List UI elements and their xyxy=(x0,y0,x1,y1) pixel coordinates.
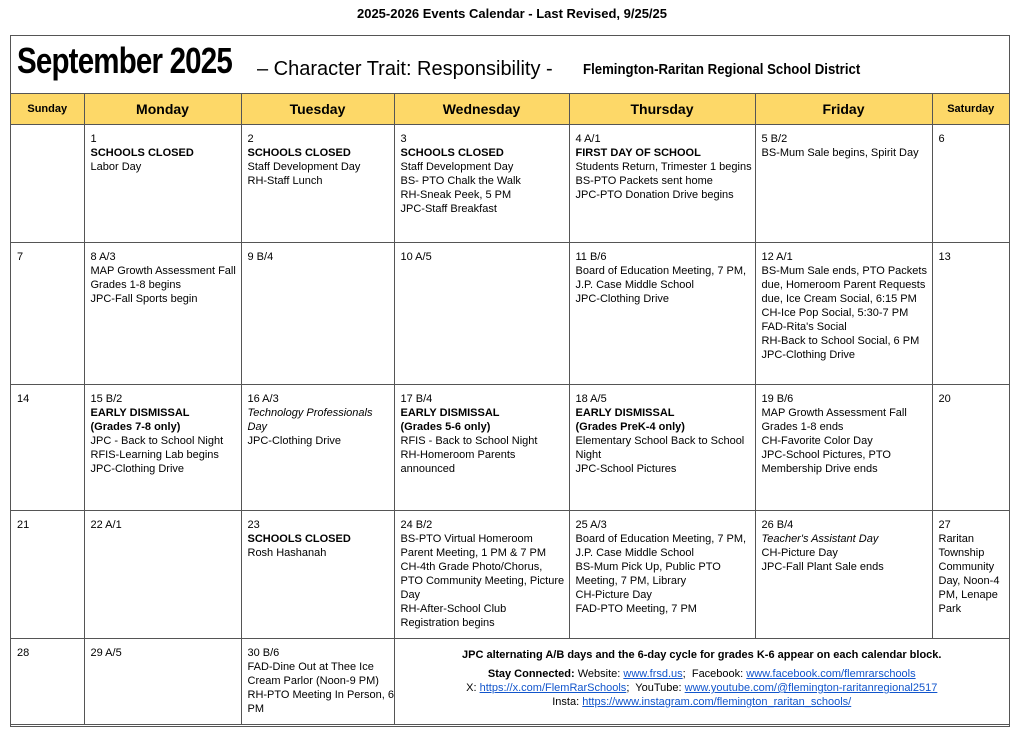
event-line: due, Homeroom Parent Requests xyxy=(761,279,926,291)
day-number: 24 B/2 xyxy=(400,519,433,531)
day-number: 10 A/5 xyxy=(400,251,432,263)
calendar-grid xyxy=(11,94,1009,725)
facebook-label: Facebook: xyxy=(691,668,744,680)
event-line: JPC-School Pictures xyxy=(575,463,677,475)
day-cell xyxy=(84,385,241,511)
day-cell xyxy=(84,639,241,725)
day-cell xyxy=(755,385,932,511)
district-name: Flemington-Raritan Regional School District xyxy=(583,61,861,78)
day-number: 2 xyxy=(247,133,254,145)
event-line: Elementary School Back to School xyxy=(575,435,745,447)
day-cell xyxy=(394,243,569,385)
event-line: EARLY DISMISSAL xyxy=(90,407,190,419)
day-cell xyxy=(11,243,84,385)
day-cell xyxy=(84,511,241,639)
week-row xyxy=(11,385,1009,511)
event-line: J.P. Case Middle School xyxy=(575,279,694,291)
day-cell xyxy=(569,511,755,639)
event-line: Grades 1-8 ends xyxy=(761,421,844,433)
day-cell xyxy=(569,243,755,385)
event-line: CH-Favorite Color Day xyxy=(761,435,873,447)
event-line: Day xyxy=(400,589,421,601)
day-number: 14 xyxy=(17,393,30,405)
day-number: 25 A/3 xyxy=(575,519,607,531)
event-line: Meeting, 7 PM, Library xyxy=(575,575,687,587)
page-title: 2025-2026 Events Calendar - Last Revised, 9/25/25 xyxy=(356,6,667,21)
event-line: announced xyxy=(400,463,455,475)
event-line: Board of Education Meeting, 7 PM, xyxy=(575,265,747,277)
week-row xyxy=(11,243,1009,385)
month-title: September 2025 xyxy=(17,40,232,81)
day-number: 27 xyxy=(938,519,951,531)
event-line: J.P. Case Middle School xyxy=(575,547,694,559)
event-line: CH-Picture Day xyxy=(761,547,838,559)
day-cell xyxy=(241,511,394,639)
calendar-frame xyxy=(10,35,1010,727)
event-line: Students Return, Trimester 1 begins xyxy=(575,161,752,173)
day-cell xyxy=(755,511,932,639)
event-line: FAD-PTO Meeting, 7 PM xyxy=(575,603,697,615)
event-line: Cream Parlor (Noon-9 PM) xyxy=(247,675,379,687)
event-line: EARLY DISMISSAL xyxy=(400,407,500,419)
event-line: Raritan xyxy=(938,533,974,545)
day-cell xyxy=(569,125,755,243)
day-cell xyxy=(11,125,84,243)
week-row xyxy=(11,125,1009,243)
event-line: JPC-Staff Breakfast xyxy=(400,203,497,215)
event-line: Technology Professionals xyxy=(247,407,373,419)
weekday-header-monday: Monday xyxy=(84,94,241,125)
event-line: Membership Drive ends xyxy=(761,463,878,475)
day-number: 26 B/4 xyxy=(761,519,794,531)
day-cell xyxy=(241,243,394,385)
event-line: FAD-Dine Out at Thee Ice xyxy=(247,661,374,673)
day-number: 20 xyxy=(938,393,951,405)
day-cell xyxy=(932,385,1009,511)
day-cell xyxy=(755,243,932,385)
day-cell xyxy=(84,243,241,385)
day-number: 8 A/3 xyxy=(90,251,116,263)
event-line: JPC - Back to School Night xyxy=(90,435,224,447)
event-line: CH-Picture Day xyxy=(575,589,652,601)
event-line: Labor Day xyxy=(90,161,142,173)
insta-label: Insta: xyxy=(552,696,580,708)
day-number: 30 B/6 xyxy=(247,647,280,659)
cycle-note: JPC alternating A/B days and the 6-day cycle for grades K-6 appear on each calendar block. xyxy=(462,649,942,661)
weekday-header-saturday: Saturday xyxy=(932,94,1009,125)
event-line: SCHOOLS CLOSED xyxy=(90,147,194,159)
event-line: MAP Growth Assessment Fall xyxy=(90,265,236,277)
event-line: BS-PTO Packets sent home xyxy=(575,175,713,187)
day-cell xyxy=(932,125,1009,243)
day-number: 5 B/2 xyxy=(761,133,788,145)
event-line: RH-Staff Lunch xyxy=(247,175,323,187)
event-line: Night xyxy=(575,449,602,461)
character-trait: – Character Trait: Responsibility - xyxy=(257,58,553,80)
calendar-header xyxy=(11,36,1009,94)
event-line: due, Ice Cream Social, 6:15 PM xyxy=(761,293,917,305)
event-line: RH-Homeroom Parents xyxy=(400,449,516,461)
event-line: FAD-Rita's Social xyxy=(761,321,847,333)
event-line: JPC-Clothing Drive xyxy=(90,463,185,475)
event-line: RH-After-School Club xyxy=(400,603,507,615)
day-number: 4 A/1 xyxy=(575,133,601,145)
day-number: 3 xyxy=(400,133,407,145)
website-label: Website: xyxy=(577,668,621,680)
footer-note xyxy=(394,639,1009,725)
day-number: 13 xyxy=(938,251,951,263)
day-cell xyxy=(932,243,1009,385)
event-line: RFIS - Back to School Night xyxy=(400,435,538,447)
event-line: Teacher's Assistant Day xyxy=(761,533,879,545)
event-line: Board of Education Meeting, 7 PM, xyxy=(575,533,747,545)
weekday-header-thursday: Thursday xyxy=(569,94,755,125)
day-cell xyxy=(394,125,569,243)
day-cell xyxy=(394,385,569,511)
event-line: JPC-Clothing Drive xyxy=(761,349,856,361)
event-line: BS-PTO Virtual Homeroom xyxy=(400,533,533,545)
weekday-header-row xyxy=(11,94,1009,125)
event-line: BS-Mum Pick Up, Public PTO xyxy=(575,561,721,573)
day-cell xyxy=(11,511,84,639)
day-cell xyxy=(394,511,569,639)
day-number: 12 A/1 xyxy=(761,251,793,263)
event-line: CH-Ice Pop Social, 5:30-7 PM xyxy=(761,307,909,319)
event-line: SCHOOLS CLOSED xyxy=(247,533,351,545)
weekday-header-sunday: Sunday xyxy=(11,94,84,125)
event-line: SCHOOLS CLOSED xyxy=(400,147,504,159)
instagram-link[interactable]: https://www.instagram.com/flemington_raritan_schools/ xyxy=(582,696,852,708)
day-number: 16 A/3 xyxy=(247,393,279,405)
social-line-1: Stay Connected: Website: www.frsd.us; Facebook: www.facebook.com/flemrarschools xyxy=(487,668,916,680)
event-line: PM, Lenape xyxy=(938,589,998,601)
day-number: 28 xyxy=(17,647,30,659)
event-line: JPC-PTO Donation Drive begins xyxy=(575,189,734,201)
day-number: 9 B/4 xyxy=(247,251,274,263)
event-line: PM xyxy=(247,703,264,715)
day-cell xyxy=(241,125,394,243)
event-line: CH-4th Grade Photo/Chorus, xyxy=(400,561,543,573)
event-line: RH-PTO Meeting In Person, 6 xyxy=(247,689,395,701)
event-line: FIRST DAY OF SCHOOL xyxy=(575,147,701,159)
event-line: JPC-Clothing Drive xyxy=(247,435,342,447)
day-number: 21 xyxy=(17,519,30,531)
event-line: JPC-Clothing Drive xyxy=(575,293,670,305)
website-link[interactable]: www.frsd.us xyxy=(623,668,683,680)
weekday-header-friday: Friday xyxy=(755,94,932,125)
social-line-3 xyxy=(401,695,1004,709)
day-cell xyxy=(84,125,241,243)
x-link[interactable]: https://x.com/FlemRarSchools xyxy=(479,682,627,694)
day-number: 11 B/6 xyxy=(575,251,607,263)
event-line: Township xyxy=(938,547,985,559)
weekday-header-tuesday: Tuesday xyxy=(241,94,394,125)
event-line: Rosh Hashanah xyxy=(247,547,327,559)
weekday-header-wednesday: Wednesday xyxy=(394,94,569,125)
social-line-2: X: https://x.com/FlemRarSchools; YouTube: www.youtube.com/@flemington-raritanregional2517 xyxy=(466,682,938,694)
event-line: RH-Back to School Social, 6 PM xyxy=(761,335,920,347)
day-number: 17 B/4 xyxy=(400,393,433,405)
facebook-link[interactable]: www.facebook.com/flemrarschools xyxy=(746,668,916,680)
event-line: Staff Development Day xyxy=(247,161,361,173)
day-cell xyxy=(11,639,84,725)
event-line: Registration begins xyxy=(400,617,495,629)
event-line: EARLY DISMISSAL xyxy=(575,407,675,419)
event-line: Day xyxy=(247,421,268,433)
day-cell xyxy=(569,385,755,511)
day-cell xyxy=(932,511,1009,639)
day-number: 6 xyxy=(938,133,945,145)
event-line: BS-Mum Sale ends, PTO Packets xyxy=(761,265,927,277)
event-line: MAP Growth Assessment Fall xyxy=(761,407,907,419)
day-number: 1 xyxy=(90,133,97,145)
event-line: JPC-School Pictures, PTO xyxy=(761,449,891,461)
youtube-link[interactable]: www.youtube.com/@flemington-raritanregional2517 xyxy=(684,682,938,694)
day-number: 18 A/5 xyxy=(575,393,607,405)
x-label: X: xyxy=(466,682,477,694)
event-line: BS-Mum Sale begins, Spirit Day xyxy=(761,147,919,159)
day-number: 19 B/6 xyxy=(761,393,794,405)
event-line: PTO Community Meeting, Picture xyxy=(400,575,565,587)
stay-connected-label: Stay Connected: xyxy=(487,668,575,680)
week-row xyxy=(11,639,1009,725)
event-line: (Grades PreK-4 only) xyxy=(575,421,685,433)
event-line: Grades 1-8 begins xyxy=(90,279,181,291)
event-line: Park xyxy=(938,603,962,615)
day-cell xyxy=(241,385,394,511)
day-cell xyxy=(755,125,932,243)
event-line: SCHOOLS CLOSED xyxy=(247,147,351,159)
event-line: (Grades 7-8 only) xyxy=(90,421,181,433)
day-number: 22 A/1 xyxy=(90,519,122,531)
event-line: RH-Sneak Peek, 5 PM xyxy=(400,189,512,201)
event-line: (Grades 5-6 only) xyxy=(400,421,491,433)
day-number: 29 A/5 xyxy=(90,647,122,659)
event-line: Community xyxy=(938,561,995,573)
day-cell xyxy=(11,385,84,511)
event-line: JPC-Fall Plant Sale ends xyxy=(761,561,884,573)
event-line: Parent Meeting, 1 PM & 7 PM xyxy=(400,547,547,559)
youtube-label: YouTube: xyxy=(635,682,682,694)
event-line: RFIS-Learning Lab begins xyxy=(90,449,219,461)
event-line: JPC-Fall Sports begin xyxy=(90,293,198,305)
week-row xyxy=(11,511,1009,639)
day-number: 7 xyxy=(17,251,24,263)
day-number: 23 xyxy=(247,519,260,531)
day-number: 15 B/2 xyxy=(90,393,123,405)
event-line: Staff Development Day xyxy=(400,161,514,173)
day-cell xyxy=(241,639,394,725)
event-line: BS- PTO Chalk the Walk xyxy=(400,175,521,187)
event-line: Day, Noon-4 xyxy=(938,575,1000,587)
